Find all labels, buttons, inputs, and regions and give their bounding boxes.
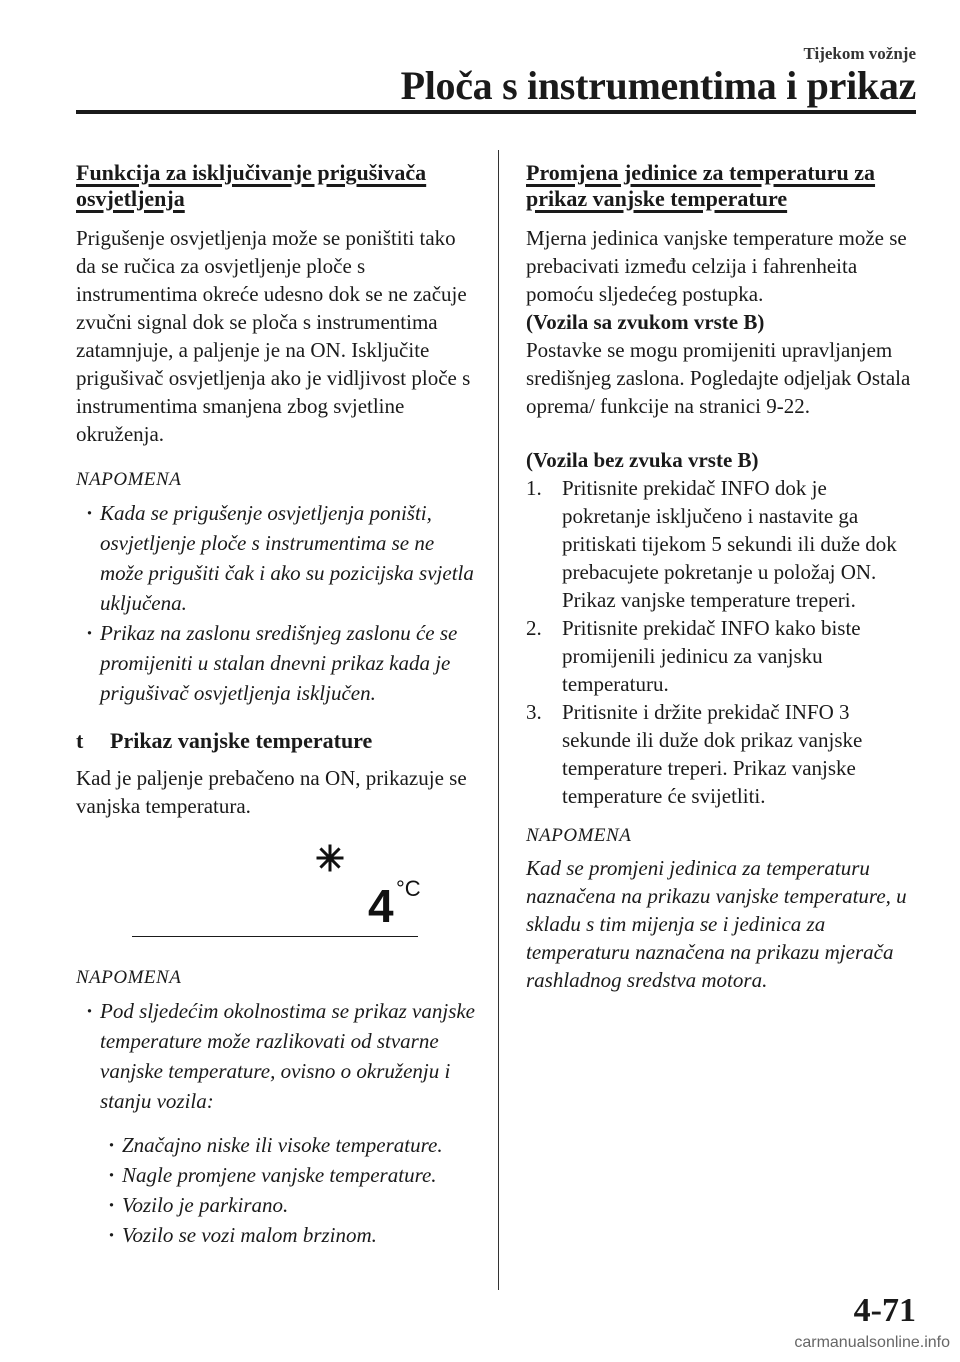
note-item: · Kada se prigušenje osvjetljenja poništi, osvjetljenje ploče s instrumentima se ne može prigušiti čak i ako su pozicijska svjetla uključena. [76, 498, 476, 618]
note-label: NAPOMENA [76, 967, 182, 988]
procedure-steps [526, 474, 918, 810]
note-paragraph: Kad se promjeni jedinica za temperaturu naznačena na prikazu vanjske temperature, u skladu s tim mijenja se i jedinica za temperaturu naznačena na prikazu mjerača rashladnog sredstva motora. [526, 856, 907, 992]
svg-text:4: 4 [368, 880, 394, 932]
note-subitem: · Vozilo je parkirano. [76, 1190, 476, 1220]
section-marker: t [76, 728, 84, 753]
page-number: 4-71 [853, 1292, 916, 1329]
note-subitem: · Nagle promjene vanjske temperature. [76, 1160, 476, 1190]
snowflake-icon [318, 846, 342, 870]
celsius-unit: °C [396, 876, 421, 901]
note-sublist [76, 1130, 476, 1250]
note-subitem: · Vozilo se vozi malom brzinom. [76, 1220, 476, 1250]
temperature-display-illustration [76, 842, 476, 938]
procedure-step: 3. Pritisnite i držite prekidač INFO 3 sekunde ili duže dok prikaz vanjske temperature treperi. Prikaz vanjske temperature će svijetliti. [526, 700, 863, 808]
variant-a-text: Postavke se mogu promijeniti upravljanjem središnjeg zaslona. Pogledajte odjeljak Ostala oprema/ funkcije na stranici 9-22. [526, 338, 911, 418]
header-rule [76, 110, 916, 114]
note-item: · Pod sljedećim okolnostima se prikaz vanjske temperature može razlikovati od stvarne vanjske temperature, ovisno o okruženju i stanju vozila: [76, 996, 476, 1116]
dimmer-cancel-subheading: Funkcija za isključivanje prigušivača osvjetljenja [76, 160, 427, 211]
procedure-step: 2. Pritisnite prekidač INFO kako biste promijenili jedinicu za vanjsku temperaturu. [526, 616, 861, 696]
note-item: · Prikaz na zaslonu središnjeg zaslonu će se promijeniti u stalan dnevni prikaz kada je prigušivač osvjetljenja isključen. [76, 618, 476, 708]
procedure-step: 1. Pritisnite prekidač INFO dok je pokretanje isključeno i nastavite ga pritiskati tijekom 5 sekundi ili duže dok prebacujete pokretanje u položaj ON. Prikaz vanjske temperature treperi. [526, 476, 897, 612]
illustration-baseline [132, 936, 418, 937]
watermark: carmanualsonline.info [794, 1334, 950, 1351]
note-label: NAPOMENA [526, 825, 632, 846]
unit-change-paragraph: Mjerna jedinica vanjske temperature može se prebacivati između celzija i fahrenheita pomoću sljedećeg postupka. [526, 226, 907, 306]
note-subitem: · Značajno niske ili visoke temperature. [76, 1130, 476, 1160]
variant-a-label: (Vozila sa zvukom vrste B) [526, 310, 765, 334]
right-column [526, 160, 918, 994]
section-title: Prikaz vanjske temperature [110, 728, 373, 753]
note-label: NAPOMENA [76, 469, 182, 490]
dimmer-cancel-paragraph: Prigušenje osvjetljenja može se poništiti tako da se ručica za osvjetljenje ploče s instrumentima okreće udesno dok se ne začuje zvučni signal dok se ploča s instrumentima zatamnjuje, a paljenje je na ON. Isključite prigušivač osvjetljenja ako je vidljivost ploče s instrumentima smanjena zbog svjetline okruženja. [76, 226, 471, 446]
outside-temperature-paragraph: Kad je paljenje prebačeno na ON, prikazuje se vanjska temperatura. [76, 766, 467, 818]
seven-segment-digit [368, 880, 394, 932]
note-list [76, 498, 476, 708]
note-list [76, 996, 476, 1116]
variant-b-label: (Vozila bez zvuka vrste B) [526, 448, 759, 472]
column-divider [498, 150, 499, 1290]
page-title: Ploča s instrumentima i prikaz [400, 63, 916, 108]
running-header-chapter: Tijekom vožnje [803, 44, 916, 63]
outside-temperature-heading [76, 728, 476, 754]
unit-change-subheading: Promjena jedinice za temperaturu za prikaz vanjske temperature [526, 160, 876, 211]
left-column [76, 160, 476, 1250]
